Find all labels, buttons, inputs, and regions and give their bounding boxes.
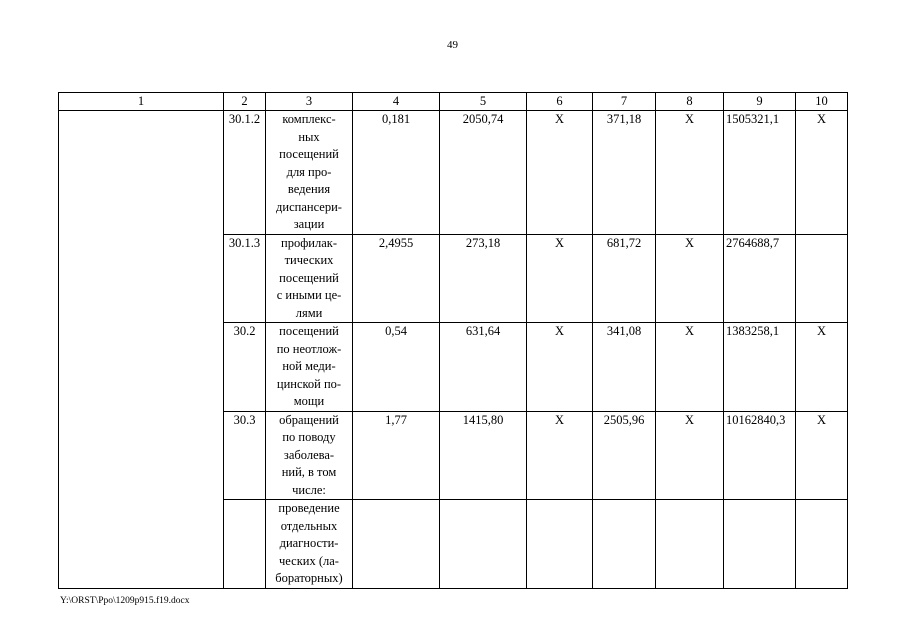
cell-col6: X: [527, 234, 593, 323]
row-code: 30.3: [224, 411, 266, 500]
row-name: обращений по поводу заболева- ний, в том числе:: [266, 411, 353, 500]
cell-col10: [796, 500, 848, 589]
cell-col8: X: [656, 234, 724, 323]
cell-col8: X: [656, 411, 724, 500]
cell-col6: X: [527, 323, 593, 412]
page-number: 49: [447, 39, 458, 51]
row-code: 30.1.3: [224, 234, 266, 323]
cell-col4: [353, 500, 440, 589]
row-code: [224, 500, 266, 589]
merged-empty-cell: [59, 111, 224, 589]
cell-col7: 341,08: [593, 323, 656, 412]
row-name: посещений по неотлож- ной меди- цинской по- мощи: [266, 323, 353, 412]
cell-col7: 2505,96: [593, 411, 656, 500]
footer-file-path: Y:\ORST\Ppo\1209p915.f19.docx: [60, 596, 190, 606]
cell-col9: 10162840,3: [724, 411, 796, 500]
cell-col8: X: [656, 323, 724, 412]
cell-col5: 2050,74: [440, 111, 527, 235]
row-name: проведение отдельных диагности- ческих (ла- бораторных): [266, 500, 353, 589]
cell-col6: X: [527, 411, 593, 500]
cell-col9: 1383258,1: [724, 323, 796, 412]
header-cell: 1: [59, 93, 224, 111]
cell-col4: 2,4955: [353, 234, 440, 323]
cell-col6: [527, 500, 593, 589]
row-code: 30.2: [224, 323, 266, 412]
header-cell: 10: [796, 93, 848, 111]
cell-col4: 0,54: [353, 323, 440, 412]
header-cell: 9: [724, 93, 796, 111]
cell-col10: [796, 234, 848, 323]
cell-col7: [593, 500, 656, 589]
header-cell: 4: [353, 93, 440, 111]
header-cell: 6: [527, 93, 593, 111]
row-name: комплекс- ных посещений для про- ведения диспансери- зации: [266, 111, 353, 235]
cell-col5: 631,64: [440, 323, 527, 412]
cell-col7: 681,72: [593, 234, 656, 323]
cell-col5: 273,18: [440, 234, 527, 323]
cell-col7: 371,18: [593, 111, 656, 235]
cell-col8: X: [656, 111, 724, 235]
cell-col4: 0,181: [353, 111, 440, 235]
row-code: 30.1.2: [224, 111, 266, 235]
header-cell: 2: [224, 93, 266, 111]
header-cell: 3: [266, 93, 353, 111]
data-table: [58, 92, 848, 589]
header-cell: 7: [593, 93, 656, 111]
cell-col10: X: [796, 411, 848, 500]
cell-col10: X: [796, 111, 848, 235]
cell-col5: 1415,80: [440, 411, 527, 500]
cell-col6: X: [527, 111, 593, 235]
header-cell: 8: [656, 93, 724, 111]
cell-col5: [440, 500, 527, 589]
header-row: [59, 93, 848, 111]
cell-col8: [656, 500, 724, 589]
table-row: [59, 111, 848, 235]
cell-col4: 1,77: [353, 411, 440, 500]
cell-col10: X: [796, 323, 848, 412]
cell-col9: [724, 500, 796, 589]
header-cell: 5: [440, 93, 527, 111]
cell-col9: 1505321,1: [724, 111, 796, 235]
cell-col9: 2764688,7: [724, 234, 796, 323]
row-name: профилак- тических посещений с иными це- лями: [266, 234, 353, 323]
